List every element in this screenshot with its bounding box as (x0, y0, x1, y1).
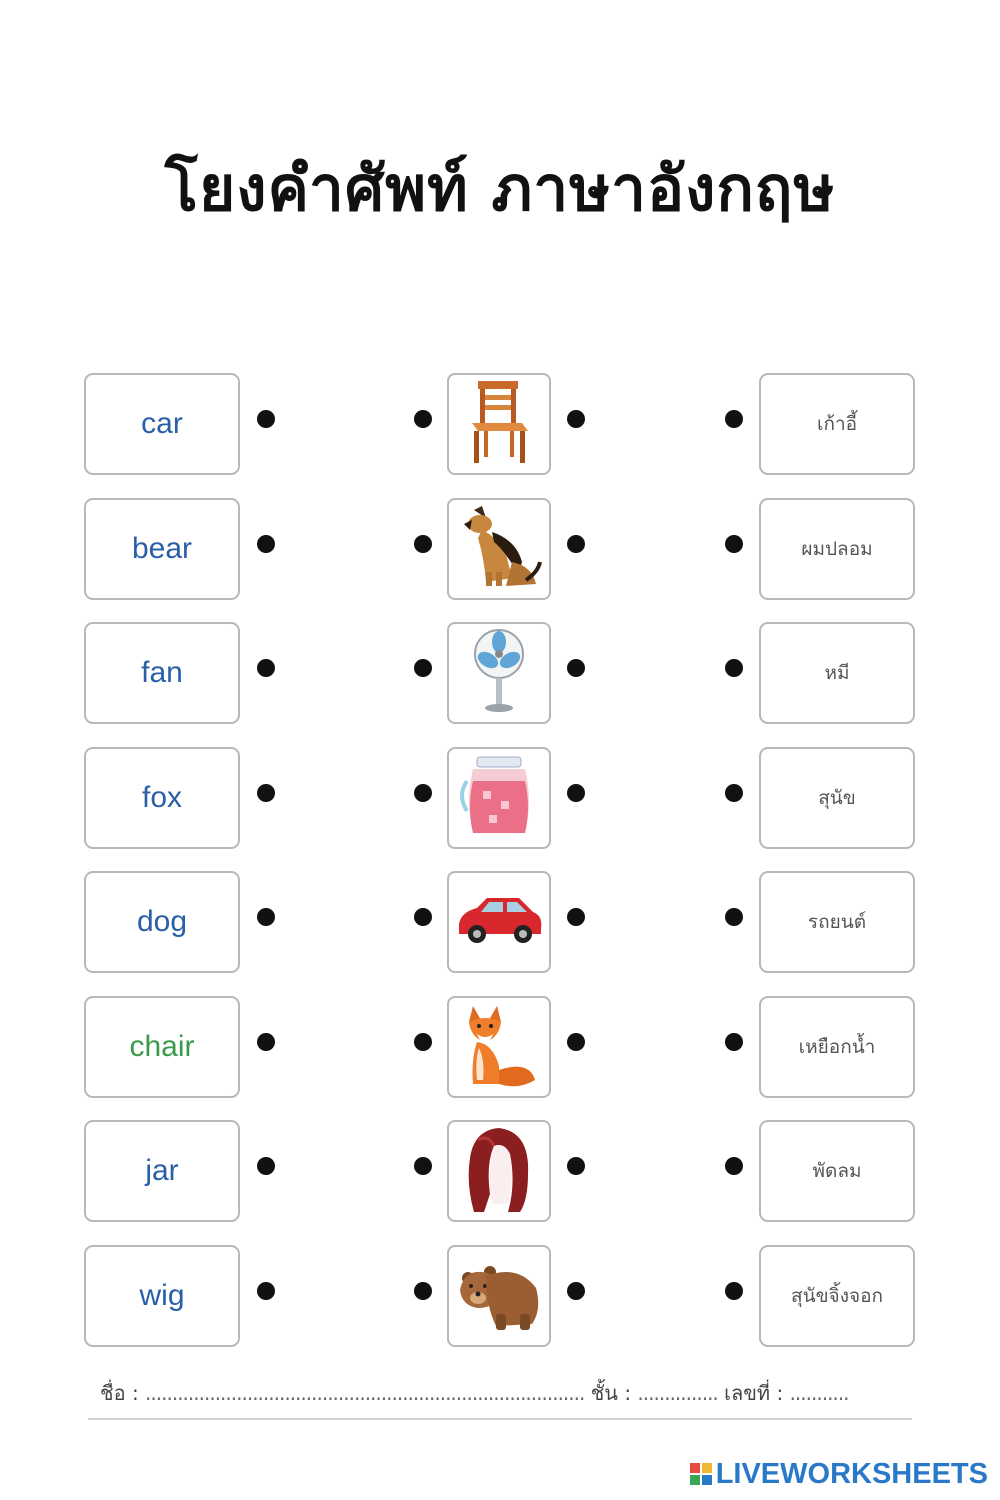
english-word-card[interactable] (84, 373, 240, 475)
dog-icon (456, 502, 542, 596)
picture-card[interactable] (447, 747, 551, 849)
picture-left-dot[interactable] (414, 535, 432, 553)
thai-connector-dot[interactable] (725, 535, 743, 553)
picture-card[interactable] (447, 498, 551, 600)
thai-word-card[interactable] (759, 373, 915, 475)
thai-word-card[interactable] (759, 871, 915, 973)
picture-right-dot[interactable] (567, 659, 585, 677)
thai-word: รถยนต์ (807, 911, 867, 933)
thai-word: หมี (824, 662, 850, 684)
english-word-card[interactable] (84, 1245, 240, 1347)
jar-icon (459, 751, 539, 845)
fan-icon (469, 626, 529, 720)
thai-connector-dot[interactable] (725, 1282, 743, 1300)
word-connector-dot[interactable] (257, 659, 275, 677)
thai-connector-dot[interactable] (725, 410, 743, 428)
word-connector-dot[interactable] (257, 1033, 275, 1051)
english-word-card[interactable] (84, 871, 240, 973)
word-connector-dot[interactable] (257, 908, 275, 926)
brand-wordmark: LIVEWORKSHEETS (715, 1458, 988, 1490)
picture-right-dot[interactable] (567, 1282, 585, 1300)
picture-left-dot[interactable] (414, 784, 432, 802)
english-word-card[interactable] (84, 622, 240, 724)
picture-left-dot[interactable] (414, 1033, 432, 1051)
thai-word-card[interactable] (759, 498, 915, 600)
word-connector-dot[interactable] (257, 410, 275, 428)
thai-connector-dot[interactable] (725, 659, 743, 677)
fox-icon (459, 1000, 539, 1094)
thai-word-card[interactable] (759, 1245, 915, 1347)
picture-card[interactable] (447, 1245, 551, 1347)
english-word-card[interactable] (84, 996, 240, 1098)
thai-connector-dot[interactable] (725, 1157, 743, 1175)
footer-divider (88, 1418, 912, 1420)
thai-word-card[interactable] (759, 996, 915, 1098)
thai-connector-dot[interactable] (725, 1033, 743, 1051)
english-word: chair (129, 1030, 195, 1063)
picture-right-dot[interactable] (567, 1033, 585, 1051)
word-connector-dot[interactable] (257, 1157, 275, 1175)
thai-word-card[interactable] (759, 747, 915, 849)
picture-card[interactable] (447, 1120, 551, 1222)
english-word: dog (136, 905, 188, 938)
english-word: jar (145, 1154, 179, 1187)
thai-connector-dot[interactable] (725, 784, 743, 802)
picture-left-dot[interactable] (414, 908, 432, 926)
word-connector-dot[interactable] (257, 784, 275, 802)
picture-right-dot[interactable] (567, 908, 585, 926)
car-icon (453, 890, 545, 954)
picture-right-dot[interactable] (567, 1157, 585, 1175)
picture-right-dot[interactable] (567, 784, 585, 802)
picture-left-dot[interactable] (414, 1282, 432, 1300)
bear-icon (456, 1254, 542, 1338)
chair-icon (464, 377, 534, 471)
english-word: fan (141, 656, 183, 689)
class-label: ชั้น : (590, 1381, 632, 1405)
english-word-card[interactable] (84, 747, 240, 849)
class-field[interactable]: ............... (637, 1381, 718, 1405)
english-word-card[interactable] (84, 1120, 240, 1222)
thai-word-card[interactable] (759, 622, 915, 724)
picture-card[interactable] (447, 622, 551, 724)
english-word: bear (131, 532, 193, 565)
thai-connector-dot[interactable] (725, 908, 743, 926)
word-connector-dot[interactable] (257, 535, 275, 553)
picture-card[interactable] (447, 996, 551, 1098)
picture-left-dot[interactable] (414, 1157, 432, 1175)
thai-word: เหยือกน้ำ (798, 1036, 876, 1058)
student-info-line (100, 1377, 900, 1409)
thai-word: สุนัข (818, 787, 856, 809)
name-label: ชื่อ : (100, 1381, 139, 1405)
picture-left-dot[interactable] (414, 410, 432, 428)
name-field[interactable]: .................................................................................. (145, 1381, 585, 1405)
picture-right-dot[interactable] (567, 410, 585, 428)
english-word: car (141, 407, 183, 440)
english-word: wig (139, 1279, 185, 1312)
english-word-card[interactable] (84, 498, 240, 600)
thai-word: เก้าอี้ (816, 413, 858, 435)
picture-right-dot[interactable] (567, 535, 585, 553)
picture-card[interactable] (447, 373, 551, 475)
thai-word: ผมปลอม (801, 538, 873, 560)
worksheet-title: โยงคำศัพท์ ภาษาอังกฤษ (164, 152, 836, 225)
wig-icon (464, 1124, 534, 1218)
thai-word: สุนัขจิ้งจอก (790, 1285, 884, 1307)
thai-word: พัดลม (812, 1160, 862, 1182)
picture-left-dot[interactable] (414, 659, 432, 677)
thai-word-card[interactable] (759, 1120, 915, 1222)
liveworksheets-logo-icon (690, 1463, 714, 1485)
word-connector-dot[interactable] (257, 1282, 275, 1300)
english-word: fox (141, 781, 183, 814)
picture-card[interactable] (447, 871, 551, 973)
number-field[interactable]: ........... (789, 1381, 849, 1405)
number-label: เลขที่ : (724, 1381, 784, 1405)
